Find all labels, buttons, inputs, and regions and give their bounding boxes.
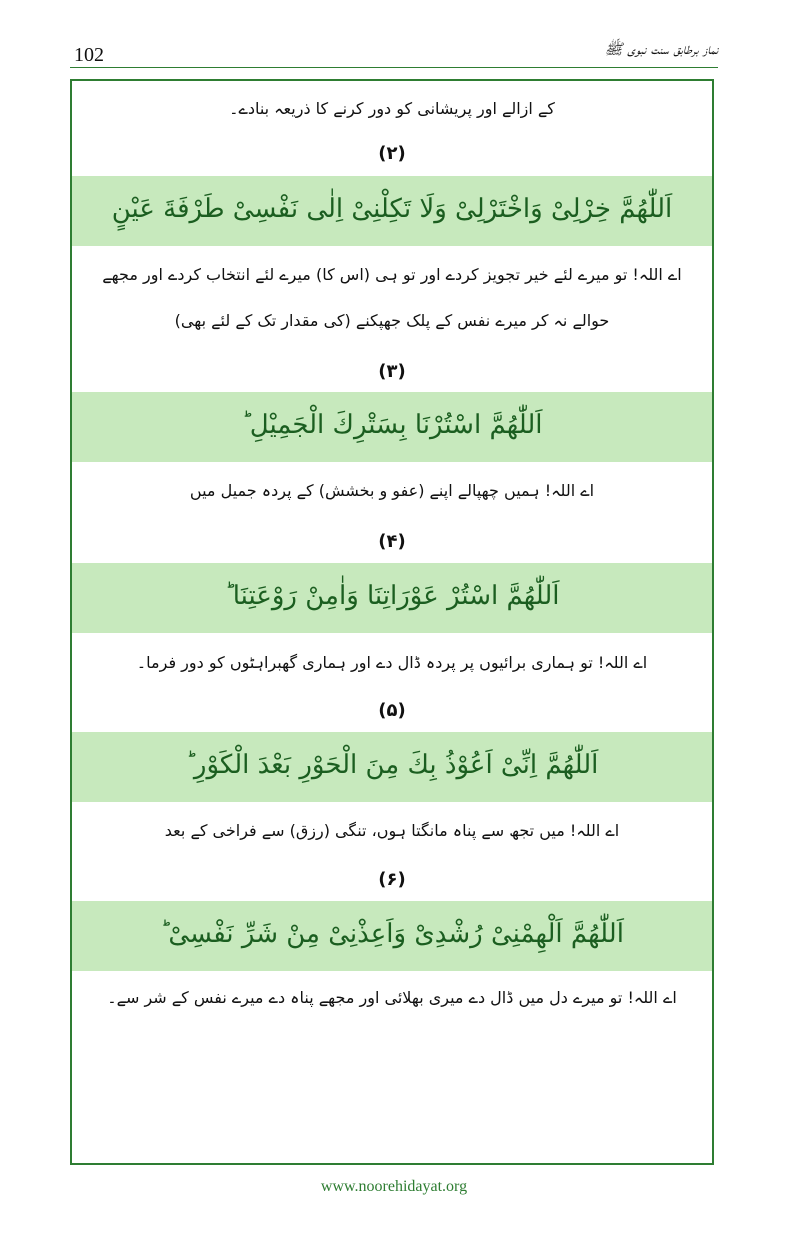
content-frame (70, 79, 714, 1165)
dua-arabic-text: اَللّٰهُمَّ اِنِّیْ اَعُوْذُ بِكَ مِنَ الْحَوْرِ بَعْدَ الْكَوْرِ ؕ (185, 750, 599, 780)
header-divider (70, 67, 718, 68)
footer-website-link[interactable]: www.noorehidayat.org (320, 1178, 468, 1195)
translation-line: حوالے نہ کر میرے نفس کے پلک جھپکنے (کی مقدار تک کے لئے بھی) (174, 311, 610, 330)
dua-arabic-text: اَللّٰهُمَّ خِرْلِیْ وَاخْتَرْلِیْ وَلَا تَكِلْنِیْ اِلٰى نَفْسِیْ طَرْفَةَ عَيْنٍ (111, 194, 673, 224)
translation-line: اے اللہ! تو ہماری برائیوں پر پردہ ڈال دے اور ہماری گھبراہٹوں کو دور فرما۔ (136, 653, 648, 672)
translation-line: اے اللہ! تو میرے دل میں ڈال دے میری بھلائی اور مجھے پناہ دے میرے نفس کے شر سے۔ (107, 988, 677, 1007)
dua-arabic-text: اَللّٰهُمَّ اسْتُرْ عَوْرَاتِنَا وَاٰمِنْ رَوْعَتِنَا ؕ (224, 581, 560, 611)
dua-band (72, 732, 712, 802)
dua-band (72, 901, 712, 971)
section-number: (۶) (378, 869, 406, 890)
section-number: (۳) (378, 361, 406, 382)
dua-band (72, 392, 712, 462)
translation-line: اے اللہ! میں تجھ سے پناہ مانگتا ہوں، تنگی (رزق) سے فراخی کے بعد (164, 821, 620, 840)
dua-band (72, 563, 712, 633)
translation-line: اے اللہ! ہمیں چھپالے اپنے (عفو و بخشش) کے پردہ جمیل میں (189, 481, 595, 500)
intro-line: کے ازالے اور پریشانی کو دور کرنے کا ذریعہ بنادے۔ (229, 99, 555, 118)
dua-arabic-text: اَللّٰهُمَّ اَلْهِمْنِیْ رُشْدِیْ وَاَعِذْنِیْ مِنْ شَرِّ نَفْسِیْ ؕ (160, 919, 624, 949)
section-number: (۴) (378, 531, 406, 552)
book-title: نماز برطابق سنت نبوی ﷺ (604, 40, 718, 58)
dua-band (72, 176, 712, 246)
page-number: 102 (74, 44, 104, 66)
section-number: (۲) (378, 143, 406, 164)
translation-line: اے اللہ! تو میرے لئے خیر تجویز کردے اور تو ہی (اس کا) میرے لئے انتخاب کردے اور مجھے (102, 265, 682, 284)
section-number: (۵) (378, 700, 406, 721)
dua-arabic-text: اَللّٰهُمَّ اسْتُرْنَا بِسَتْرِكَ الْجَمِيْلِ ؕ (241, 410, 543, 440)
